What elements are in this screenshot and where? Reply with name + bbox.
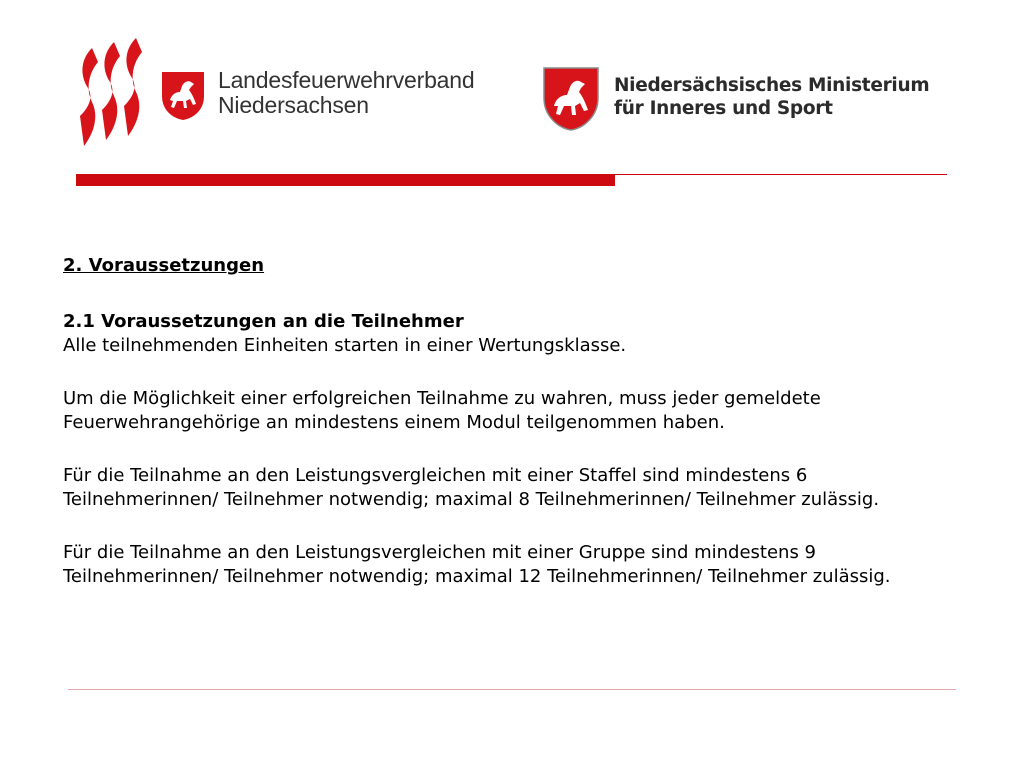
- paragraph-1: Alle teilnehmenden Einheiten starten in einer Wertungsklasse.: [63, 335, 627, 356]
- paragraph-4: Für die Teilnahme an den Leistungsvergleichen mit einer Gruppe sind mindestens 9 Teilnehmerinnen/ Teilnehmer notwendig; maximal 12 Teilnehmerinnen/ Teilnehmer zulässig.: [63, 542, 891, 587]
- slide-content: [63, 254, 943, 618]
- ministry-name: [614, 74, 929, 120]
- horse-shield-icon: [542, 66, 600, 132]
- lfv-name-line2: Niedersachsen: [218, 92, 369, 118]
- header-rule-thin: [615, 174, 947, 175]
- header-rule-thick: [76, 174, 615, 186]
- ministry-name-line2: für Inneres und Sport: [614, 98, 833, 119]
- footer-rule: [68, 689, 956, 690]
- lfv-name-line1: Landesfeuerwehrverband: [218, 67, 475, 93]
- horse-shield-icon: [160, 70, 206, 122]
- paragraph-2: Um die Möglichkeit einer erfolgreichen Teilnahme zu wahren, muss jeder gemeldete Feuerwehrangehörige an mindestens einem Modul teilgenommen haben.: [63, 388, 821, 433]
- ministry-logo: [542, 66, 962, 136]
- flames-icon: [78, 38, 158, 150]
- subsection-title: 2.1 Voraussetzungen an die Teilnehmer: [63, 311, 464, 332]
- paragraph-3: Für die Teilnahme an den Leistungsvergleichen mit einer Staffel sind mindestens 6 Teilnehmerinnen/ Teilnehmer notwendig; maximal 8 Teilnehmerinnen/ Teilnehmer zulässig.: [63, 465, 880, 510]
- lfv-name: [218, 68, 474, 118]
- lfv-logo: [78, 38, 498, 153]
- ministry-name-line1: Niedersächsisches Ministerium: [614, 75, 930, 96]
- section-title: 2. Voraussetzungen: [63, 255, 265, 276]
